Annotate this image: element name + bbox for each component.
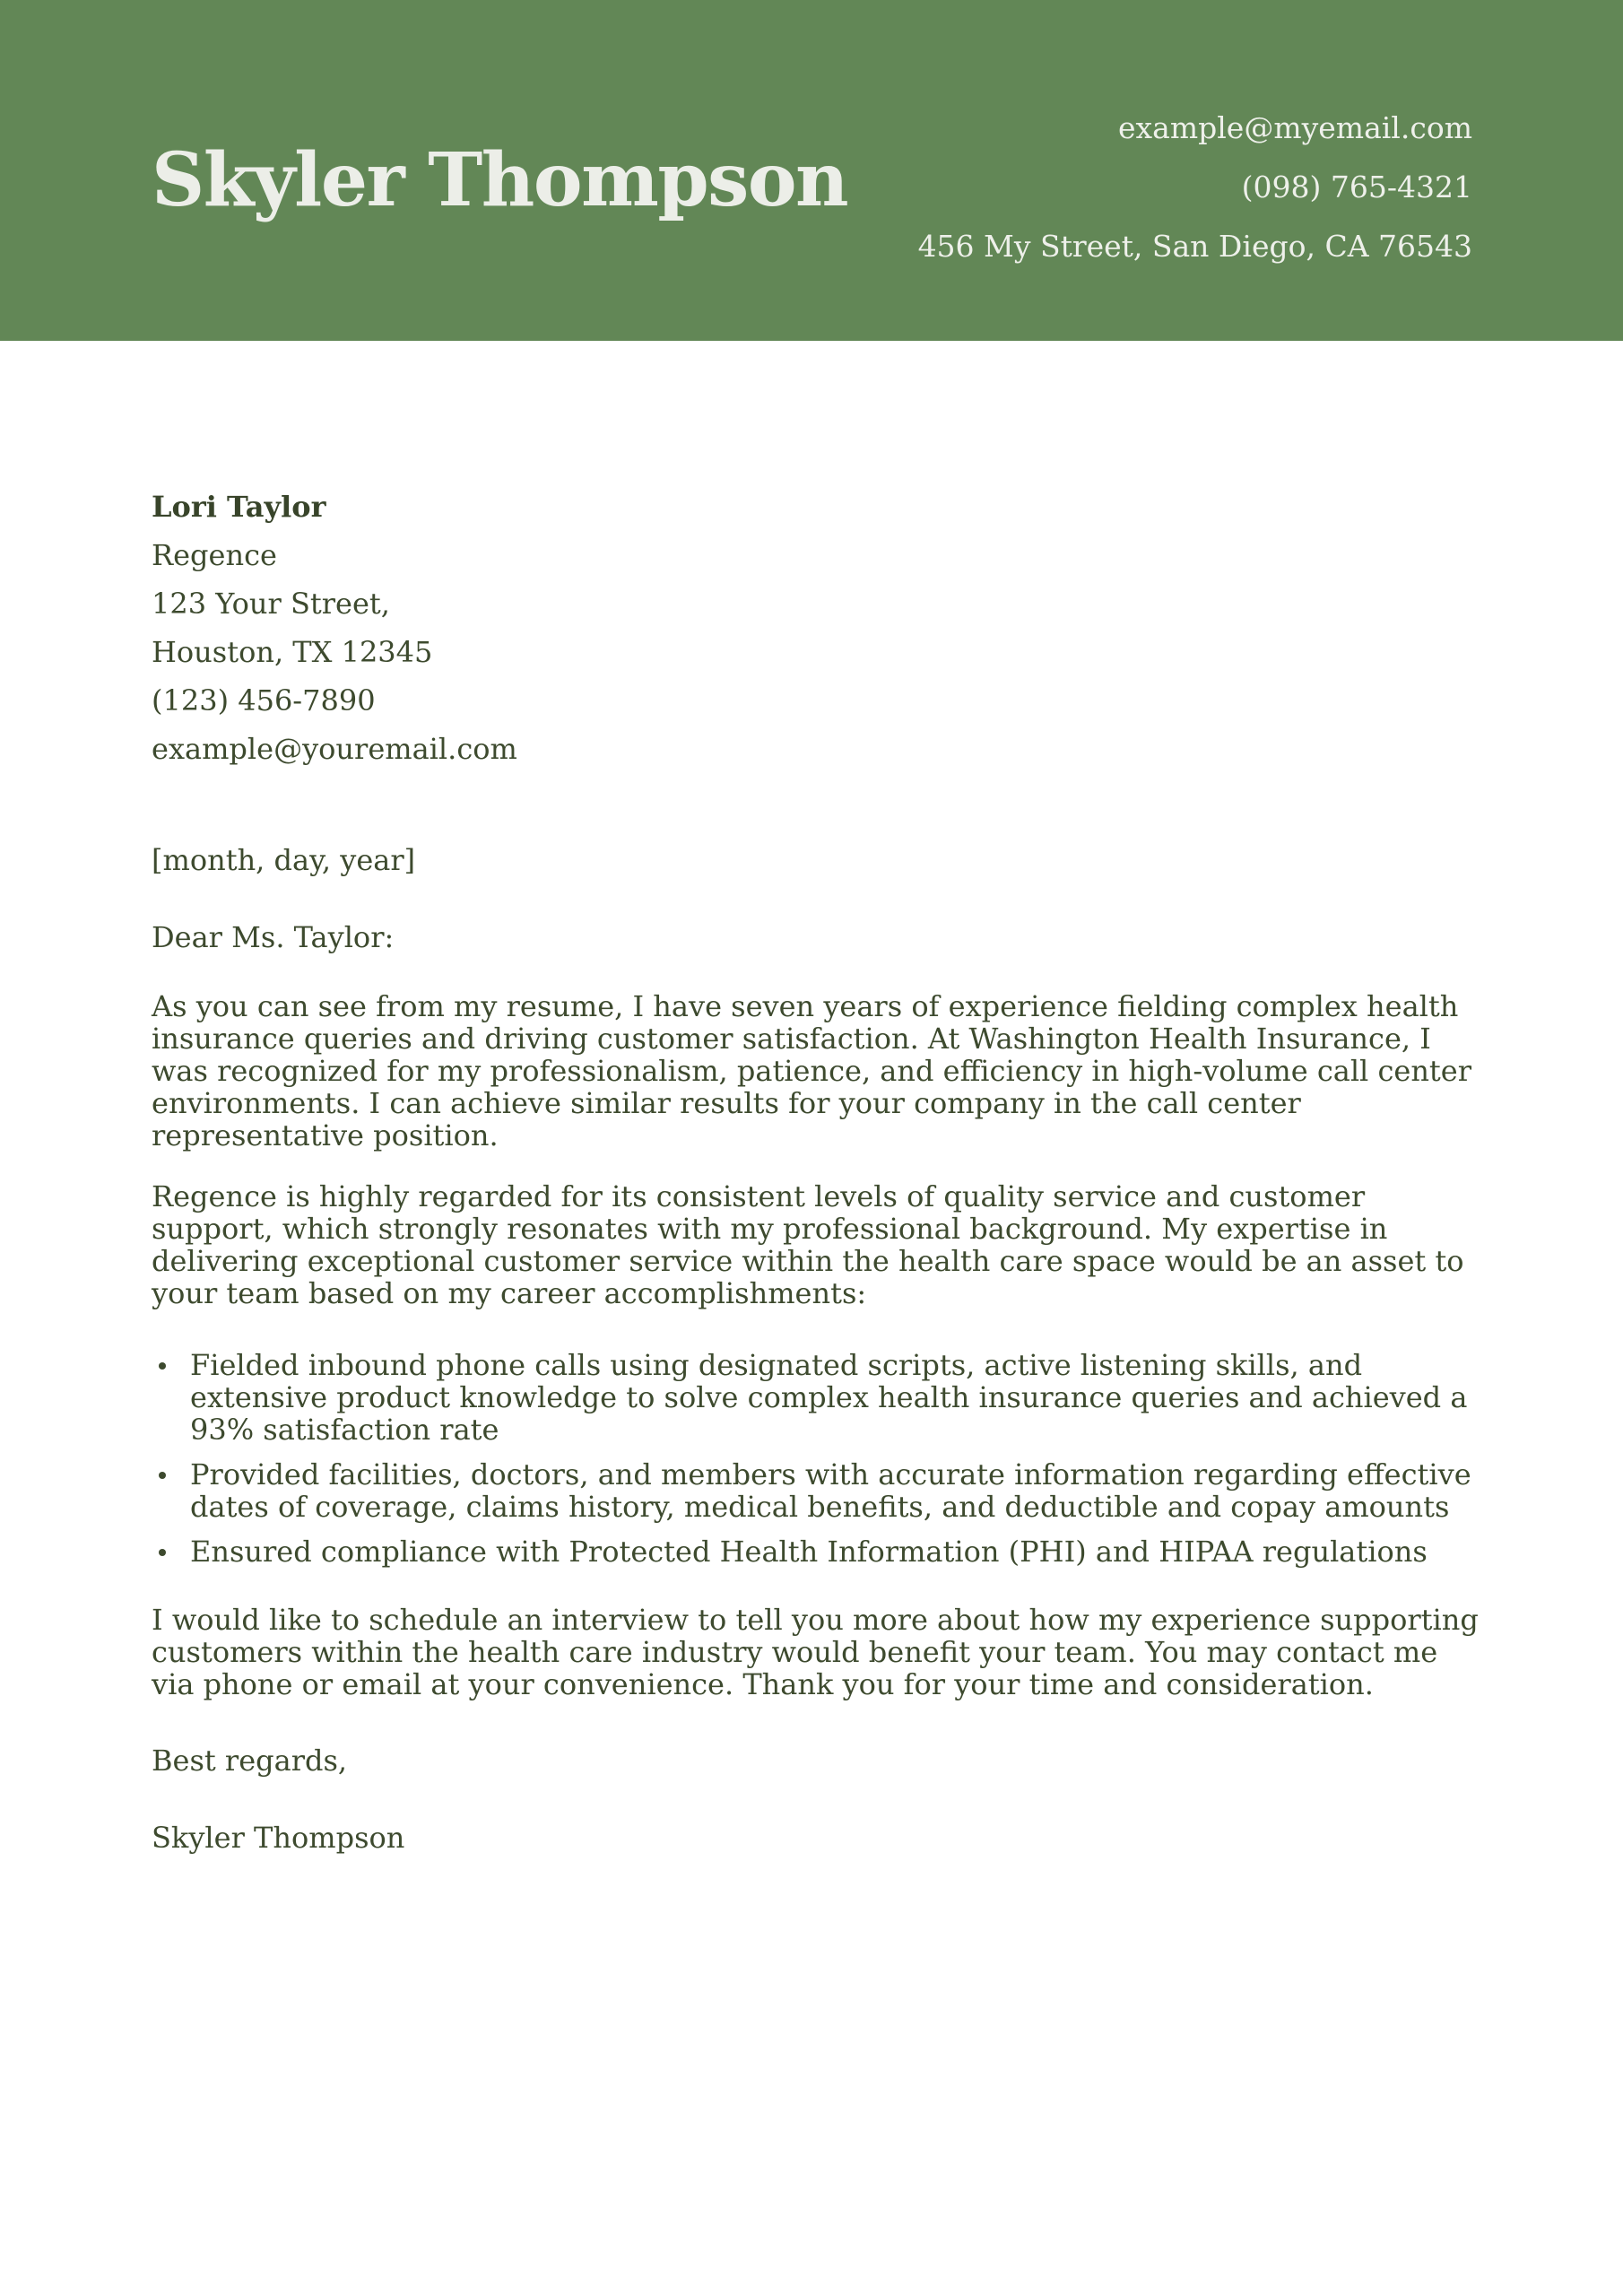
- closing-paragraph: I would like to schedule an interview to tell you more about how my experience supporting customers within the health care industry would benefit your team. You may contact me via phone or email at your convenience. Thank you for your time and consideration.: [152, 1603, 1479, 1701]
- sender-email: example@myemail.com: [1118, 110, 1472, 145]
- body-paragraph-2: Regence is highly regarded for its consistent levels of quality service and customer support, which strongly resonates with my professional background. My expertise in delivering exceptional customer service within the health care space would be an asset to your team based on my career accomplishments:: [152, 1179, 1464, 1310]
- sender-phone: (098) 765-4321: [1241, 170, 1472, 204]
- letter-body: [152, 483, 1479, 1862]
- bullet-icon: [159, 1549, 166, 1556]
- letter-date: [month, day, year]: [152, 843, 416, 877]
- header-banner: [0, 0, 1623, 341]
- list-item-text: Ensured compliance with Protected Health Information (PHI) and HIPAA regulations: [190, 1535, 1428, 1569]
- list-item: [190, 1535, 1479, 1568]
- recipient-email: example@youremail.com: [152, 732, 517, 766]
- sender-address: 456 My Street, San Diego, CA 76543: [917, 229, 1472, 264]
- recipient-company: Regence: [152, 538, 277, 572]
- sender-name: Skyler Thompson: [152, 137, 848, 223]
- recipient-name: Lori Taylor: [152, 490, 326, 524]
- bullet-icon: [159, 1362, 166, 1370]
- sender-contact-block: [918, 106, 1472, 283]
- recipient-city: Houston, TX 12345: [152, 635, 433, 669]
- bullet-icon: [159, 1472, 166, 1479]
- recipient-block: [152, 483, 1479, 773]
- recipient-street: 123 Your Street,: [152, 587, 390, 621]
- body-paragraph-1: As you can see from my resume, I have seven years of experience fielding complex health insurance queries and driving customer satisfaction. At Washington Health Insurance, I was recognized for my professionalism, patience, and efficiency in high-volume call center environments. I can achieve similar results for your company in the call center representative position.: [152, 989, 1472, 1152]
- signoff: Best regards,: [152, 1744, 348, 1778]
- salutation: Dear Ms. Taylor:: [152, 920, 395, 954]
- accomplishments-list: [152, 1349, 1479, 1568]
- signature-name: Skyler Thompson: [152, 1821, 405, 1855]
- list-item-text: Fielded inbound phone calls using designated scripts, active listening skills, and extensive product knowledge to solve complex health insurance queries and achieved a 93% satisfaction rate: [190, 1348, 1468, 1447]
- list-item: [190, 1458, 1479, 1523]
- list-item-text: Provided facilities, doctors, and members with accurate information regarding effective dates of coverage, claims history, medical benefits, and deductible and copay amounts: [190, 1457, 1471, 1524]
- list-item: [190, 1349, 1479, 1446]
- recipient-phone: (123) 456-7890: [152, 683, 376, 718]
